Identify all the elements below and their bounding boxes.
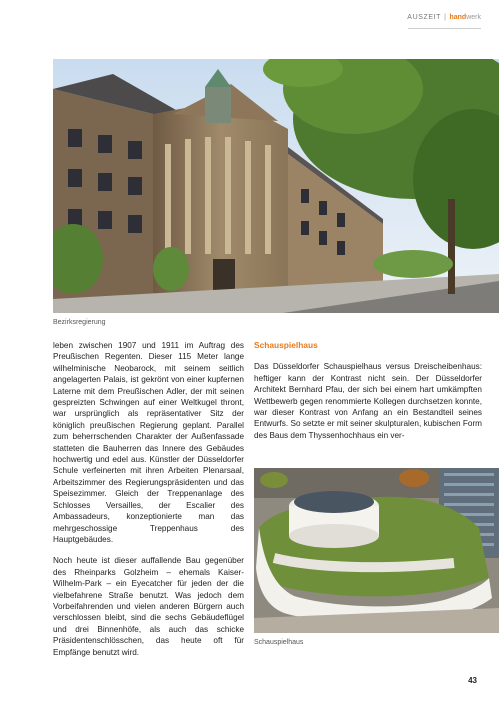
theater-photo [254, 468, 499, 633]
building-photo [53, 59, 499, 313]
brand-strong: hand [449, 14, 467, 21]
header-section: AUSZEIT [407, 14, 442, 21]
left-paragraph-2: Noch heute ist dieser auffallende Bau gegenüber des Rheinparks Golzheim – ehemals Kaiser-Wilhelm-Park – ein Eyecatcher für jeden der die vielbefahrene Straße benutzt. Was jedoch dem Vorbeifahrenden und vielen anderen Bürgern auch verschlossen bleibt, sind die sechs Gebäudeflügel und drei Binnenhöfe, als auch das schicke Präsidentenschlösschen, das heute oft für Empfänge benutzt wird. [53, 556, 244, 657]
header-separator: | [444, 14, 447, 21]
left-paragraph-1: leben zwischen 1907 und 1911 im Auftrag des Preußischen Regenten. Dieser 115 Meter lange wilhelminische Neobarock, mit seinem seitlich angelagerten Palais, ist gekrönt von einer kupfernen Laterne mit dem Preußischen Adler, der mit seinen gespreizten Schwingen auf einer Weltkugel thront, war ursprünglich als repräsentativer Sitz der königlich preußischen Regierung geplant. Parallel zum beherrschenden Charakter der Außenfassade statteten die Bauherren das Innere des Gebäudes hochwertig und edel aus. Künstler der Düsseldorfer Schule verfeinerten mit ihren Arbeiten Plenarsaal, Arbeitszimmer des Regierungspräsidenten und das Speisezimmer. Gleich der Treppenanlage des Schlosses Versailles, der Escalier des Ambassadeurs, konzeptionierte man das mehrgeschossige Treppenhaus des Hauptgebäudes. [53, 341, 244, 544]
left-column [53, 340, 244, 668]
building-caption: Bezirksregierung [53, 319, 106, 326]
section-heading: Schauspielhaus [254, 340, 318, 350]
header-rule [408, 28, 481, 29]
brand-light: werk [466, 14, 481, 21]
right-paragraph-1: Das Düsseldorfer Schauspielhaus versus Dreischeibenhaus: heftiger kann der Kontrast nicht sein. Der Düsseldorfer Architekt Bernhard Pfau, der sich bei einem hart umkämpften Wettbewerb gegen renommierte Kollegen durchsetzen konnte, war dieser Kontrast von Anfang an ein Bestandteil seines Entwurfs. So setzte er mit seiner skulpturalen, kubischen Form des Baus dem Thyssenhochhaus ein ver- [254, 362, 482, 440]
theater-caption: Schauspielhaus [254, 639, 304, 646]
page-number: 43 [468, 676, 477, 685]
running-header [407, 14, 481, 21]
right-column [254, 340, 482, 451]
